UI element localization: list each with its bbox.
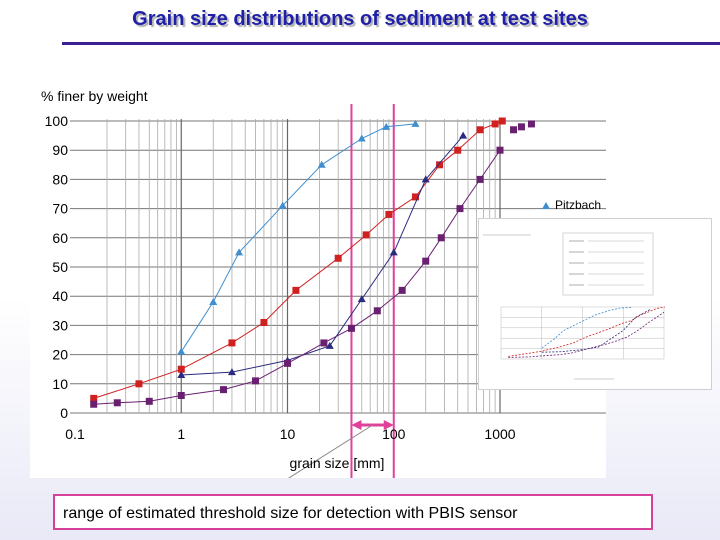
x-tick-label: 1 — [177, 426, 186, 442]
legend-label-pitzbach: Pitzbach — [555, 198, 602, 212]
y-tick-label: 50 — [52, 259, 68, 275]
y-tick-label: 20 — [52, 346, 68, 363]
threshold-caption: range of estimated threshold size for detection with PBIS sensor — [53, 494, 653, 530]
inset-chart-thumbnail — [478, 218, 712, 390]
tick-labels — [45, 113, 516, 442]
data-point — [146, 398, 153, 405]
data-point — [292, 287, 299, 294]
data-point — [90, 401, 97, 408]
data-point — [228, 339, 235, 346]
data-point — [528, 120, 535, 127]
data-point — [177, 348, 185, 355]
y-tick-label: 0 — [60, 405, 68, 421]
legend — [542, 198, 601, 212]
x-tick-label: 100 — [382, 426, 406, 442]
data-point — [390, 248, 398, 255]
data-point — [363, 231, 370, 238]
data-point — [178, 392, 185, 399]
series-line — [94, 150, 500, 404]
y-tick-label: 30 — [52, 317, 68, 334]
legend-marker-pitzbach — [542, 202, 550, 209]
data-point — [422, 258, 429, 265]
threshold-arrowhead-left — [351, 420, 361, 430]
data-point — [456, 205, 463, 212]
data-point — [497, 147, 504, 154]
data-point — [438, 234, 445, 241]
data-point — [454, 147, 461, 154]
data-point — [385, 211, 392, 218]
inset-series — [508, 307, 665, 356]
data-point — [518, 123, 525, 130]
data-point — [320, 339, 327, 346]
data-point — [436, 161, 443, 168]
series-sample-2 — [90, 118, 506, 402]
data-point — [348, 325, 355, 332]
y-tick-label: 70 — [52, 200, 68, 217]
data-point — [209, 298, 217, 305]
x-tick-label: 10 — [279, 426, 296, 442]
data-point — [135, 380, 142, 387]
y-axis-label: % finer by weight — [41, 88, 148, 104]
x-tick-label: 1000 — [484, 426, 516, 442]
data-point — [459, 132, 467, 139]
y-tick-label: 100 — [44, 113, 68, 129]
title-rule — [62, 42, 720, 45]
x-axis-label: grain size [mm] — [289, 455, 385, 471]
y-tick-label: 60 — [52, 229, 68, 246]
data-point — [260, 319, 267, 326]
series-line — [181, 136, 463, 375]
data-point — [358, 135, 366, 142]
y-tick-label: 40 — [52, 288, 68, 305]
data-point — [374, 307, 381, 314]
y-tick-label: 80 — [52, 171, 68, 188]
data-point — [477, 126, 484, 133]
inset-legend-box — [563, 233, 653, 295]
data-point — [114, 399, 121, 406]
data-point — [492, 120, 499, 127]
data-point — [252, 377, 259, 384]
data-point — [399, 287, 406, 294]
data-point — [510, 126, 517, 133]
inset-series — [542, 310, 650, 353]
data-point — [318, 161, 326, 168]
threshold-range-highlight — [262, 104, 394, 478]
data-point — [499, 118, 506, 125]
y-tick-label: 90 — [52, 142, 68, 159]
x-tick-label: 0.1 — [65, 426, 85, 442]
data-point — [220, 386, 227, 393]
y-tick-label: 10 — [52, 375, 68, 392]
data-point — [335, 255, 342, 262]
data-point — [284, 360, 291, 367]
data-point — [477, 176, 484, 183]
slide-title: Grain size distributions of sediment at test sites — [132, 8, 588, 30]
